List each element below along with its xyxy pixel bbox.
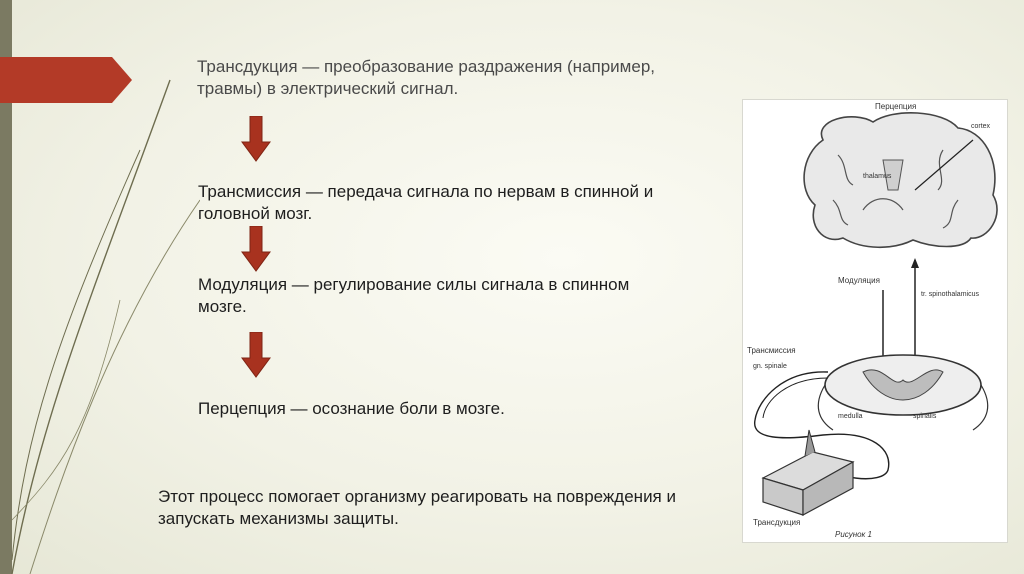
fig-label-thalamus: thalamus — [863, 173, 892, 180]
step-perception: Перцепция — осознание боли в мозге. — [198, 399, 505, 418]
figure-caption: Рисунок 1 — [835, 530, 872, 539]
summary-text: Этот процесс помогает организму реагировать на повреждения и запускать механизмы защиты. — [158, 487, 676, 528]
fig-label-perception: Перцепция — [875, 102, 917, 111]
fig-label-transduction: Трансдукция — [753, 518, 801, 527]
fig-label-ganglion: gn. spinale — [753, 363, 787, 370]
arrow-down-icon — [241, 226, 271, 272]
fig-label-tract: tr. spinothalamicus — [921, 291, 979, 298]
fig-label-spinalis: spinalis — [913, 413, 937, 420]
fig-label-modulation: Модуляция — [838, 276, 880, 285]
fig-label-cortex: cortex — [971, 123, 991, 130]
fig-label-transmission: Трансмиссия — [747, 346, 796, 355]
fig-label-medulla: medulla — [838, 413, 863, 420]
title-ribbon — [0, 57, 132, 103]
step-modulation: Модуляция — регулирование силы сигнала в спинном мозге. — [198, 275, 630, 316]
arrow-down-icon — [241, 332, 271, 378]
step-transduction: Трансдукция — преобразование раздражения (например, травмы) в электрический сигнал. — [197, 57, 655, 98]
pathway-illustration — [743, 100, 1007, 542]
pain-pathway-figure — [742, 99, 1008, 543]
arrow-down-icon — [241, 116, 271, 162]
step-transmission: Трансмиссия — передача сигнала по нервам в спинной и головной мозг. — [198, 182, 654, 223]
